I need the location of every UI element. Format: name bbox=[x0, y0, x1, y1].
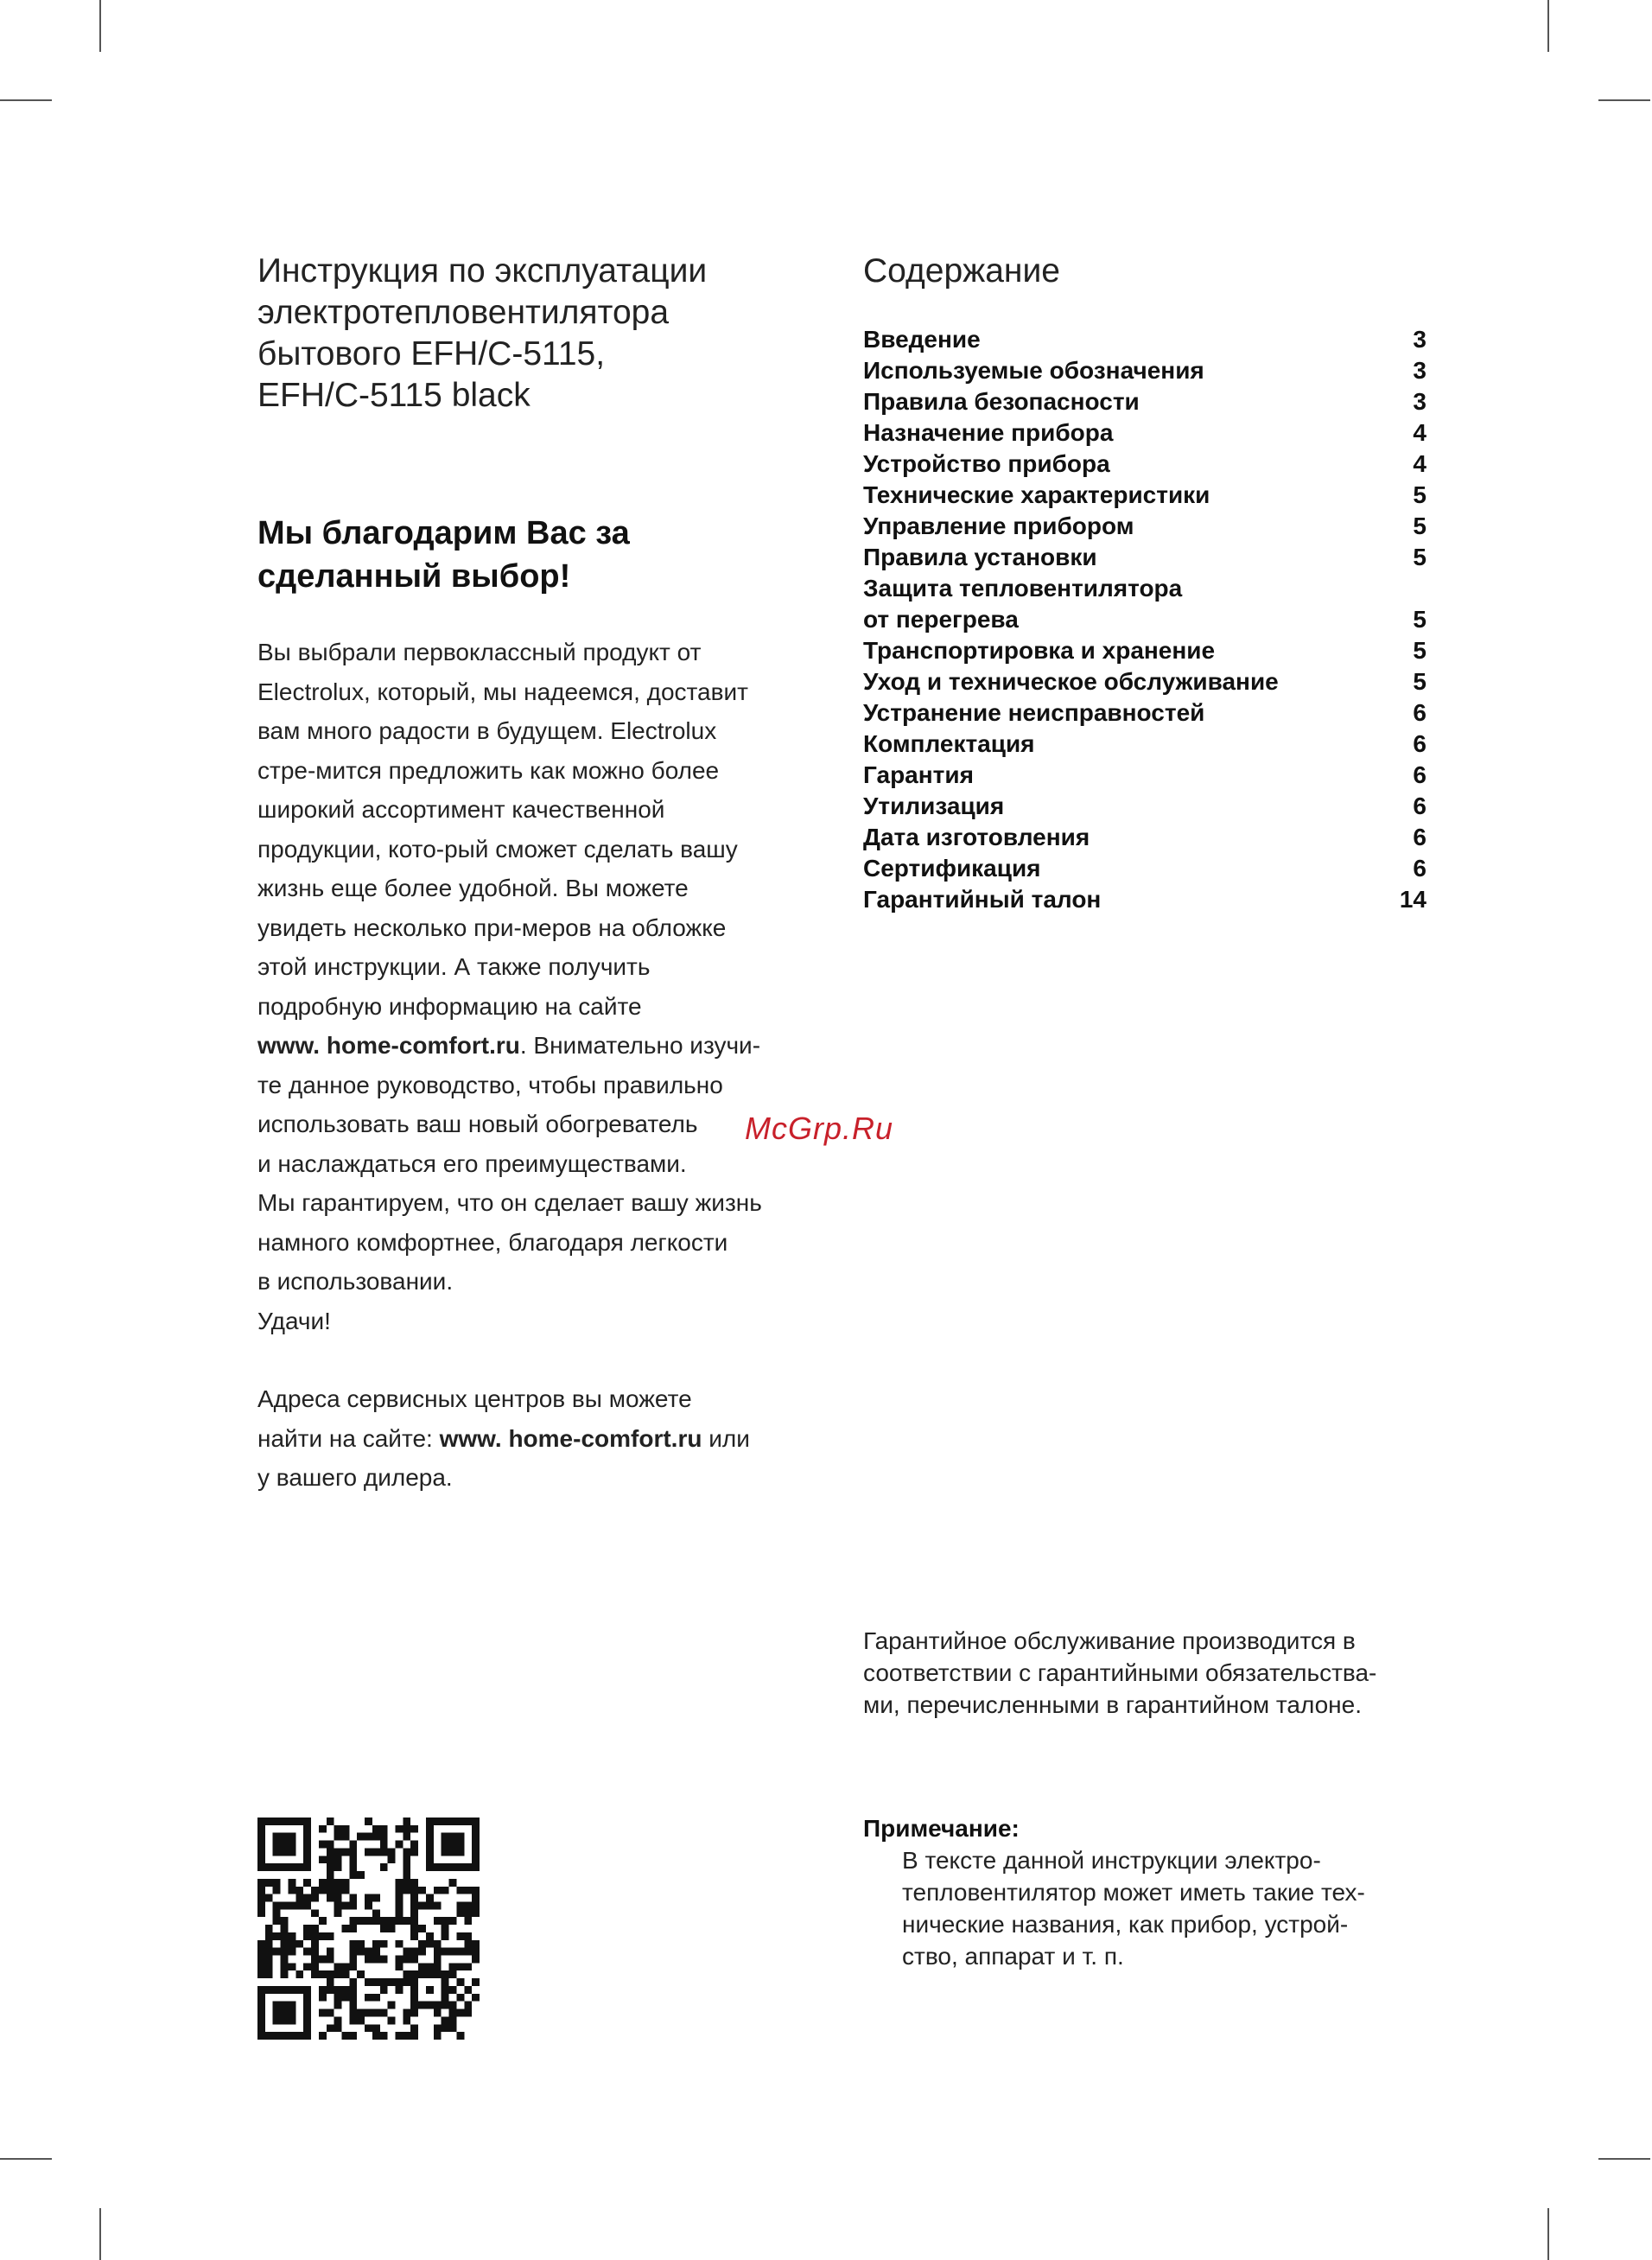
service-line: у вашего дилера. bbox=[257, 1464, 453, 1491]
toc-item-page: 4 bbox=[1413, 450, 1426, 477]
intro-line: и наслаждаться его преимуществами. bbox=[257, 1149, 687, 1177]
intro-line: использовать ваш новый обогреватель bbox=[257, 1111, 698, 1137]
toc-item[interactable] bbox=[863, 573, 1426, 604]
toc-item-label: Введение bbox=[863, 326, 981, 353]
toc-item-page: 6 bbox=[1413, 855, 1426, 882]
qr-code-icon bbox=[257, 1818, 480, 2040]
toc-item-label: Дата изготовления bbox=[863, 824, 1090, 850]
toc-item[interactable] bbox=[863, 697, 1426, 729]
toc-item-page: 5 bbox=[1413, 512, 1426, 539]
warranty-line: соответствии с гарантийными обязательства- bbox=[863, 1659, 1377, 1686]
toc-item[interactable] bbox=[863, 511, 1426, 542]
toc-item-page: 5 bbox=[1413, 606, 1426, 633]
toc-item-label: Используемые обозначения bbox=[863, 357, 1204, 384]
title-line: бытового EFH/C-5115, bbox=[257, 335, 606, 372]
crop-mark bbox=[1547, 0, 1549, 52]
service-line-end: или bbox=[702, 1424, 750, 1452]
crop-mark bbox=[0, 2158, 52, 2160]
toc-item[interactable] bbox=[863, 760, 1426, 791]
document-title bbox=[257, 251, 854, 417]
intro-line: увидеть несколько при-меров на обложке bbox=[257, 914, 727, 941]
toc-item[interactable] bbox=[863, 386, 1426, 417]
title-line: Инструкция по эксплуатации bbox=[257, 252, 708, 290]
toc-item-page: 14 bbox=[1399, 886, 1426, 913]
toc-item-label: Управление прибором bbox=[863, 512, 1134, 539]
toc-item[interactable] bbox=[863, 417, 1426, 449]
intro-line: широкий ассортимент качественной bbox=[257, 796, 665, 823]
crop-mark bbox=[1547, 2208, 1549, 2260]
website-link[interactable]: www. home-comfort.ru bbox=[439, 1424, 702, 1452]
intro-line: Удачи! bbox=[257, 1307, 331, 1334]
crop-mark bbox=[0, 99, 52, 101]
toc-item[interactable] bbox=[863, 324, 1426, 355]
toc-item-page: 3 bbox=[1413, 357, 1426, 384]
toc-item-page: 6 bbox=[1413, 730, 1426, 757]
toc-item-label: Гарантия bbox=[863, 761, 974, 788]
intro-line: Мы гарантируем, что он сделает вашу жизнь bbox=[257, 1189, 762, 1216]
intro-line: Вы выбрали первоклассный продукт от bbox=[257, 639, 702, 665]
intro-line: Electrolux, который, мы надеемся, доставит bbox=[257, 678, 748, 705]
toc-item[interactable] bbox=[863, 853, 1426, 884]
thanks-heading bbox=[257, 512, 854, 598]
crop-mark bbox=[1598, 2158, 1650, 2160]
toc-item[interactable] bbox=[863, 635, 1426, 666]
intro-line: те данное руководство, чтобы правильно bbox=[257, 1071, 723, 1098]
toc-item[interactable] bbox=[863, 884, 1426, 915]
toc-item-label: Защита тепловентилятора bbox=[863, 575, 1183, 602]
toc-item-label: Сертификация bbox=[863, 855, 1041, 882]
toc-item-page: 6 bbox=[1413, 699, 1426, 726]
toc-item[interactable] bbox=[863, 449, 1426, 480]
toc-item-label: Комплектация bbox=[863, 730, 1035, 757]
toc-item-label: Технические характеристики bbox=[863, 481, 1210, 508]
toc-item-label: Устранение неисправностей bbox=[863, 699, 1205, 726]
website-link[interactable]: www. home-comfort.ru bbox=[257, 1032, 520, 1059]
toc-item[interactable] bbox=[863, 355, 1426, 386]
toc-item-page: 6 bbox=[1413, 761, 1426, 788]
note-text bbox=[863, 1844, 1433, 1972]
toc-item-page: 6 bbox=[1413, 793, 1426, 819]
crop-mark bbox=[1598, 99, 1650, 101]
warranty-line: ми, перечисленными в гарантийном талоне. bbox=[863, 1691, 1362, 1718]
toc-title: Содержание bbox=[863, 252, 1060, 290]
note-block bbox=[863, 1812, 1433, 1972]
intro-line: намного комфортнее, благодаря легкости bbox=[257, 1228, 728, 1256]
service-line-start: найти на сайте: bbox=[257, 1424, 440, 1452]
service-line bbox=[257, 1419, 854, 1459]
toc-item-page: 6 bbox=[1413, 824, 1426, 850]
thanks-line: Мы благодарим Вас за bbox=[257, 515, 630, 551]
toc-item[interactable] bbox=[863, 666, 1426, 697]
intro-line: жизнь еще более удобной. Вы можете bbox=[257, 875, 689, 901]
intro-line: подробную информацию на сайте bbox=[257, 992, 642, 1020]
toc-item-label: Устройство прибора bbox=[863, 450, 1110, 477]
intro-paragraph bbox=[257, 633, 854, 1340]
toc-item-label: Гарантийный талон bbox=[863, 886, 1102, 913]
thanks-line: сделанный выбор! bbox=[257, 558, 571, 595]
toc-item[interactable] bbox=[863, 822, 1426, 853]
toc-item-page: 5 bbox=[1413, 668, 1426, 695]
toc-item-label: от перегрева bbox=[863, 606, 1019, 633]
note-line: тепловентилятор может иметь такие тех- bbox=[902, 1879, 1365, 1906]
toc-item-page: 3 bbox=[1413, 326, 1426, 353]
toc-item-page: 5 bbox=[1413, 637, 1426, 664]
toc-item-page: 5 bbox=[1413, 544, 1426, 570]
toc-list bbox=[863, 324, 1426, 915]
toc-item-label: Утилизация bbox=[863, 793, 1005, 819]
service-line: Адреса сервисных центров вы можете bbox=[257, 1385, 692, 1412]
toc-item-label: Правила установки bbox=[863, 544, 1097, 570]
crop-mark bbox=[99, 2208, 101, 2260]
toc-item[interactable] bbox=[863, 480, 1426, 511]
warranty-line: Гарантийное обслуживание производится в bbox=[863, 1627, 1356, 1654]
note-title: Примечание: bbox=[863, 1815, 1020, 1842]
intro-line: этой инструкции. А также получить bbox=[257, 953, 651, 980]
toc-column bbox=[863, 251, 1426, 915]
toc-item-label: Уход и техническое обслуживание bbox=[863, 668, 1279, 695]
toc-item-label: Транспортировка и хранение bbox=[863, 637, 1216, 664]
note-line: ство, аппарат и т. п. bbox=[902, 1943, 1124, 1970]
note-line: В тексте данной инструкции электро- bbox=[902, 1847, 1321, 1874]
intro-line: вам много радости в будущем. Electrolux bbox=[257, 717, 717, 744]
toc-item-page: 5 bbox=[1413, 481, 1426, 508]
toc-item[interactable] bbox=[863, 604, 1426, 635]
toc-item[interactable] bbox=[863, 791, 1426, 822]
warranty-paragraph bbox=[863, 1625, 1433, 1721]
toc-item[interactable] bbox=[863, 729, 1426, 760]
toc-item[interactable] bbox=[863, 542, 1426, 573]
intro-line: продукции, кото-рый сможет сделать вашу bbox=[257, 835, 738, 863]
title-line: электротепловентилятора bbox=[257, 294, 670, 331]
intro-line bbox=[257, 1026, 854, 1066]
toc-item-label: Правила безопасности bbox=[863, 388, 1140, 415]
toc-item-label: Назначение прибора bbox=[863, 419, 1114, 446]
toc-item-page: 3 bbox=[1413, 388, 1426, 415]
toc-item-page: 4 bbox=[1413, 419, 1426, 446]
watermark: McGrp.Ru bbox=[745, 1111, 894, 1146]
left-column bbox=[257, 251, 854, 1498]
intro-line: стре-мится предложить как можно более bbox=[257, 756, 720, 784]
note-line: нические названия, как прибор, устрой- bbox=[902, 1911, 1349, 1938]
service-paragraph bbox=[257, 1379, 854, 1498]
intro-line: в использовании. bbox=[257, 1268, 454, 1295]
title-line: EFH/C-5115 black bbox=[257, 377, 531, 414]
intro-line-rest: . Внимательно изучи- bbox=[519, 1032, 761, 1059]
crop-mark bbox=[99, 0, 101, 52]
